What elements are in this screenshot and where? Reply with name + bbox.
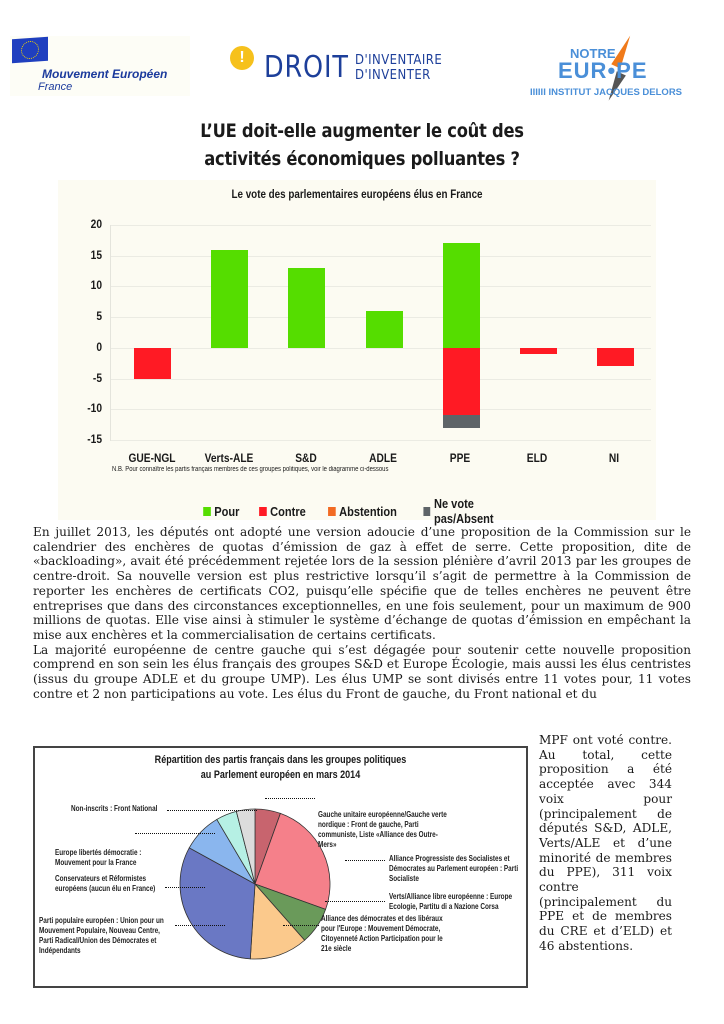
article-side-column: MPF ont voté contre. Au total, cette proposition a été acceptée avec 344 voix pour (principalement de députés S&D, ADLE, Verts/ALE et d’une minorité de membres du PPE), 311 voix contre (principalement du PPE et de membres du CRE et d’ELD) et 46 abstentions.: [539, 733, 672, 953]
exclamation-bubble-icon: !: [230, 46, 254, 70]
leader-line: [165, 887, 205, 888]
chart-note: N.B. Pour connaître les partis français membres de ces groupes politiques, voir le diagramme ci-dessous: [112, 466, 389, 473]
legend-swatch-icon: [424, 507, 431, 516]
article-body: [33, 525, 691, 701]
y-tick-label: -15: [87, 432, 102, 446]
x-tick-label: ADLE: [369, 451, 397, 465]
bar-chart-plot-area: [110, 225, 651, 441]
y-tick-label: 0: [96, 339, 102, 354]
gridline: [111, 225, 651, 226]
leader-line: [175, 925, 225, 926]
paragraph: En juillet 2013, les députés ont adopté une version adoucie d’une proposition de la Commission sur le calendrier des enchères de quotas d’émission de gaz à effet de serre. Cette proposition, dite de «backloading», avait été précédemment rejetée lors de la session plénière d’avril 2013 par les groupes de centre-droit. Sa nouvelle version est plus restrictive lorsqu’il s’agit de permettre à la Commission de reporter les enchères de certificats CO2, puisqu’elle spécifie que de telles enchères ne peuvent être entreprises que dans des circonstances exceptionnelles, en une fois seulement, pour un maximum de 900 millions de quotas. Elle vise ainsi à stimuler le système d’échange de quotas d’émission en empêchant la mise aux enchères et la commercialisation de certains certificats.: [33, 525, 691, 642]
pie-label-adle: Alliance des démocrates et des libéraux pour l'Europe : Mouvement Démocrate, Citoyenneté Action Participation pour le 21e siècle: [321, 914, 443, 953]
y-tick-label: -5: [92, 370, 102, 385]
x-tick-label: NI: [609, 451, 620, 465]
pie-label-verts: Verts/Alliance libre européenne : Europe Ecologie, Partitu di a Nazione Corsa: [389, 892, 513, 911]
logo-notre-europe: [530, 32, 710, 102]
legend-item-abstention: Abstention: [328, 504, 397, 519]
eu-flag-icon: [12, 37, 48, 64]
gridline: [111, 409, 651, 410]
bar-contre: [443, 348, 480, 416]
logo-text: DROIT: [264, 50, 349, 85]
gridline: [111, 440, 651, 441]
bar-pour: [366, 311, 403, 348]
y-tick-label: -10: [87, 401, 102, 416]
bar-contre: [597, 348, 634, 366]
legend-swatch-icon: [203, 507, 211, 516]
pie-label-eld: Europe libertés démocratie : Mouvement pour la France: [55, 848, 142, 867]
logo-text: D'INVENTAIRE: [355, 53, 443, 68]
chart-legend: [200, 496, 540, 526]
legend-item-pour: Pour: [203, 504, 239, 519]
pie-label-ppe: Parti populaire européen : Union pour un Mouvement Populaire, Nouveau Centre, Parti Radical/Union des Démocrates et Indépendants: [39, 916, 164, 955]
pie-label-gue: Gauche unitaire européenne/Gauche verte nordique : Front de gauche, Parti communiste, Liste «Alliance des Outre-Mers»: [318, 810, 447, 849]
pie-chart-panel: [33, 746, 528, 988]
bar-pour: [443, 243, 480, 347]
logo-text: France: [38, 81, 73, 93]
y-tick-label: 20: [90, 217, 102, 231]
pie-chart-title: Répartition des partis français dans les groupes politiques au Parlement européen en mars 2014: [154, 754, 407, 781]
x-tick-label: ELD: [527, 451, 548, 465]
logo-droit-inventaire: [226, 44, 476, 90]
leader-line: [345, 860, 385, 861]
logo-text: EUR•PE: [558, 58, 648, 83]
y-tick-label: 5: [96, 309, 102, 324]
pie-label-cre: Conservateurs et Réformistes européens (aucun élu en France): [55, 874, 156, 893]
logo-text: IIIIII INSTITUT JACQUES DELORS: [530, 87, 683, 98]
pie-label-sd: Alliance Progressiste des Socialistes et Démocrates au Parlement européen : Parti Socialiste: [389, 854, 519, 883]
legend-item-contre: Contre: [259, 504, 306, 519]
bar-chart-title: Le vote des parlementaires européens élus en France: [231, 187, 483, 201]
gridline: [111, 256, 651, 257]
x-tick-label: S&D: [295, 451, 317, 465]
paragraph: La majorité européenne de centre gauche qui s’est dégagée pour soutenir cette nouvelle proposition comprend en son sein les élus français des groupes S&D et Europe Écologie, mais aussi les élus centristes (issus du groupe ADLE et du groupe UMP). Les élus UMP se sont divisés entre 11 votes pour, 11 votes contre et 2 non participations au vote. Les élus du Front de gauche, du Front national et du: [33, 642, 691, 701]
leader-line: [325, 901, 385, 902]
logo-mouvement-europeen: [10, 36, 190, 96]
y-tick-label: 15: [90, 247, 102, 262]
bar-ne-vote-pas-absent: [443, 415, 480, 427]
y-tick-label: 10: [90, 278, 102, 293]
x-tick-label: PPE: [449, 451, 471, 465]
legend-swatch-icon: [259, 507, 267, 516]
gridline: [111, 348, 651, 349]
leader-line: [265, 798, 315, 799]
logo-text: D'INVENTER: [355, 68, 431, 83]
leader-line: [135, 833, 215, 834]
page-title: L’UE doit-elle augmenter le coût des activités économiques polluantes ?: [200, 120, 524, 170]
leader-line: [283, 925, 319, 926]
logo-text: NOTRE: [570, 46, 616, 61]
legend-swatch-icon: [328, 507, 336, 516]
bar-contre: [134, 348, 171, 379]
legend-item-absent: Ne vote pas/Absent: [424, 496, 531, 526]
x-tick-label: GUE-NGL: [128, 451, 176, 465]
x-tick-label: Verts-ALE: [204, 451, 254, 465]
gridline: [111, 286, 651, 287]
pie-label-ni: Non-inscrits : Front National: [71, 804, 158, 813]
bar-pour: [211, 250, 248, 348]
logo-text: Mouvement Européen: [42, 67, 168, 81]
bar-pour: [288, 268, 325, 348]
gridline: [111, 379, 651, 380]
leader-line: [167, 810, 257, 811]
bar-contre: [520, 348, 557, 354]
